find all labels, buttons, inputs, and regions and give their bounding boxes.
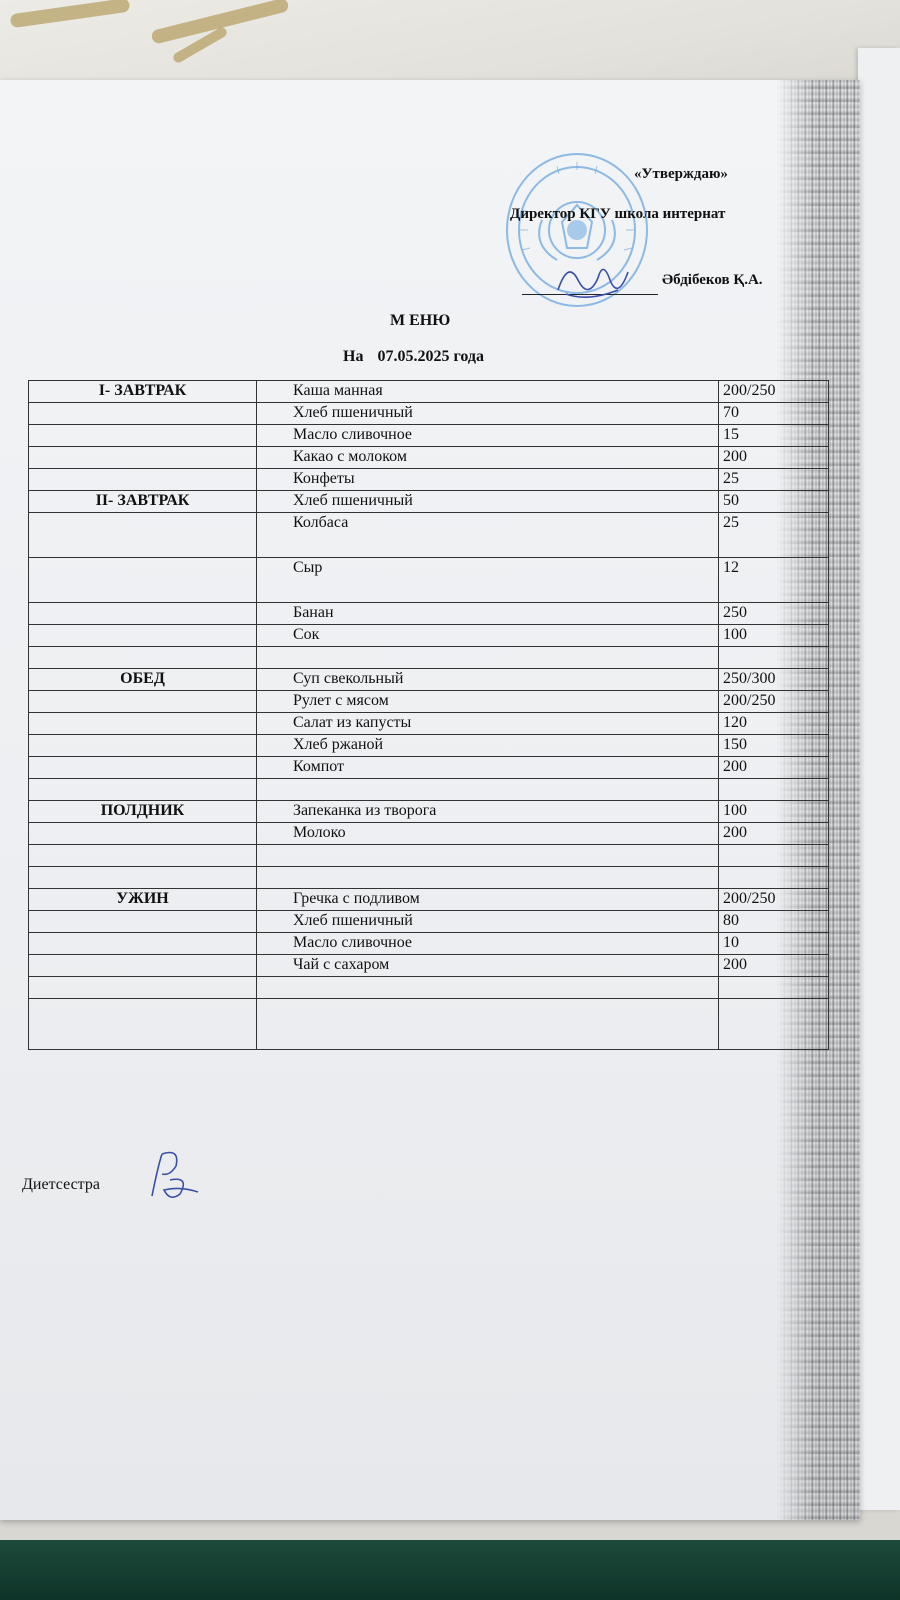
menu-row bbox=[29, 735, 829, 757]
dish-cell: Чай с сахаром bbox=[257, 955, 719, 977]
menu-row bbox=[29, 955, 829, 977]
menu-row bbox=[29, 625, 829, 647]
menu-row bbox=[29, 558, 829, 603]
meal-cell bbox=[29, 447, 257, 469]
menu-row bbox=[29, 779, 829, 801]
meal-cell bbox=[29, 867, 257, 889]
menu-row bbox=[29, 999, 829, 1050]
dish-cell: Запеканка из творога bbox=[257, 801, 719, 823]
menu-row bbox=[29, 669, 829, 691]
dish-cell: Банан bbox=[257, 603, 719, 625]
dish-cell: Гречка с подливом bbox=[257, 889, 719, 911]
meal-cell bbox=[29, 713, 257, 735]
dish-cell: Молоко bbox=[257, 823, 719, 845]
menu-row bbox=[29, 381, 829, 403]
meal-cell bbox=[29, 603, 257, 625]
qty-cell: 250/300 bbox=[719, 669, 829, 691]
meal-cell bbox=[29, 625, 257, 647]
qty-cell: 120 bbox=[719, 713, 829, 735]
menu-row bbox=[29, 469, 829, 491]
meal-cell bbox=[29, 933, 257, 955]
meal-cell bbox=[29, 977, 257, 999]
qty-cell: 100 bbox=[719, 801, 829, 823]
menu-date-value: 07.05.2025 года bbox=[377, 348, 484, 365]
dish-cell: Какао с молоком bbox=[257, 447, 719, 469]
director-signature-icon bbox=[548, 250, 638, 310]
qty-cell bbox=[719, 999, 829, 1050]
dish-cell: Хлеб пшеничный bbox=[257, 491, 719, 513]
dish-cell: Хлеб пшеничный bbox=[257, 403, 719, 425]
qty-cell: 12 bbox=[719, 558, 829, 603]
meal-cell bbox=[29, 691, 257, 713]
menu-row bbox=[29, 447, 829, 469]
meal-cell: УЖИН bbox=[29, 889, 257, 911]
dish-cell: Сок bbox=[257, 625, 719, 647]
menu-row bbox=[29, 823, 829, 845]
dish-cell: Рулет с мясом bbox=[257, 691, 719, 713]
back-paper-sheet bbox=[858, 48, 900, 1510]
meal-cell bbox=[29, 911, 257, 933]
meal-cell bbox=[29, 558, 257, 603]
marble-vein bbox=[10, 0, 131, 28]
green-tablecloth bbox=[0, 1540, 900, 1600]
menu-table bbox=[28, 380, 829, 1050]
qty-cell: 25 bbox=[719, 513, 829, 558]
qty-cell: 200/250 bbox=[719, 889, 829, 911]
qty-cell: 10 bbox=[719, 933, 829, 955]
dish-cell bbox=[257, 999, 719, 1050]
menu-row bbox=[29, 425, 829, 447]
meal-cell: I- ЗАВТРАК bbox=[29, 381, 257, 403]
qty-cell bbox=[719, 977, 829, 999]
qty-cell: 100 bbox=[719, 625, 829, 647]
qty-cell bbox=[719, 779, 829, 801]
menu-row bbox=[29, 889, 829, 911]
menu-row bbox=[29, 801, 829, 823]
dish-cell: Масло сливочное bbox=[257, 425, 719, 447]
qty-cell: 70 bbox=[719, 403, 829, 425]
dietitian-label: Диетсестра bbox=[22, 1176, 100, 1193]
meal-cell bbox=[29, 999, 257, 1050]
menu-row bbox=[29, 757, 829, 779]
meal-cell bbox=[29, 513, 257, 558]
qty-cell: 200 bbox=[719, 955, 829, 977]
dish-cell bbox=[257, 845, 719, 867]
menu-row bbox=[29, 647, 829, 669]
meal-cell bbox=[29, 403, 257, 425]
dish-cell bbox=[257, 647, 719, 669]
meal-cell bbox=[29, 425, 257, 447]
approval-name: Әбдібеков Қ.А. bbox=[662, 272, 763, 288]
menu-row bbox=[29, 977, 829, 999]
meal-cell bbox=[29, 823, 257, 845]
meal-cell bbox=[29, 757, 257, 779]
dish-cell: Хлеб пшеничный bbox=[257, 911, 719, 933]
dietitian-signature-icon bbox=[140, 1146, 210, 1206]
menu-row bbox=[29, 513, 829, 558]
qty-cell bbox=[719, 867, 829, 889]
meal-cell bbox=[29, 469, 257, 491]
dish-cell bbox=[257, 977, 719, 999]
menu-row bbox=[29, 603, 829, 625]
qty-cell: 250 bbox=[719, 603, 829, 625]
approval-title: «Утверждаю» bbox=[634, 166, 728, 182]
meal-cell: ПОЛДНИК bbox=[29, 801, 257, 823]
meal-cell bbox=[29, 735, 257, 757]
qty-cell: 200 bbox=[719, 447, 829, 469]
qty-cell: 80 bbox=[719, 911, 829, 933]
dish-cell bbox=[257, 779, 719, 801]
qty-cell bbox=[719, 647, 829, 669]
qty-cell: 200 bbox=[719, 823, 829, 845]
dish-cell: Сыр bbox=[257, 558, 719, 603]
dish-cell: Каша манная bbox=[257, 381, 719, 403]
menu-row bbox=[29, 911, 829, 933]
qty-cell: 200/250 bbox=[719, 691, 829, 713]
meal-cell: II- ЗАВТРАК bbox=[29, 491, 257, 513]
dish-cell: Компот bbox=[257, 757, 719, 779]
qty-cell: 200/250 bbox=[719, 381, 829, 403]
dish-cell: Колбаса bbox=[257, 513, 719, 558]
menu-date-label: На bbox=[343, 348, 364, 365]
qty-cell: 25 bbox=[719, 469, 829, 491]
meal-cell bbox=[29, 845, 257, 867]
meal-cell bbox=[29, 955, 257, 977]
dish-cell: Хлеб ржаной bbox=[257, 735, 719, 757]
menu-row bbox=[29, 713, 829, 735]
dish-cell: Суп свекольный bbox=[257, 669, 719, 691]
menu-row bbox=[29, 933, 829, 955]
meal-cell bbox=[29, 779, 257, 801]
approval-role: Директор КГУ школа интернат bbox=[510, 206, 726, 222]
qty-cell bbox=[719, 845, 829, 867]
dish-cell bbox=[257, 867, 719, 889]
qty-cell: 15 bbox=[719, 425, 829, 447]
menu-row bbox=[29, 491, 829, 513]
meal-cell bbox=[29, 647, 257, 669]
menu-row bbox=[29, 403, 829, 425]
meal-cell: ОБЕД bbox=[29, 669, 257, 691]
qty-cell: 150 bbox=[719, 735, 829, 757]
menu-title: М ЕНЮ bbox=[390, 312, 451, 329]
dish-cell: Масло сливочное bbox=[257, 933, 719, 955]
menu-row bbox=[29, 691, 829, 713]
qty-cell: 200 bbox=[719, 757, 829, 779]
menu-date bbox=[343, 348, 484, 366]
dish-cell: Салат из капусты bbox=[257, 713, 719, 735]
dish-cell: Конфеты bbox=[257, 469, 719, 491]
qty-cell: 50 bbox=[719, 491, 829, 513]
menu-row bbox=[29, 867, 829, 889]
menu-row bbox=[29, 845, 829, 867]
